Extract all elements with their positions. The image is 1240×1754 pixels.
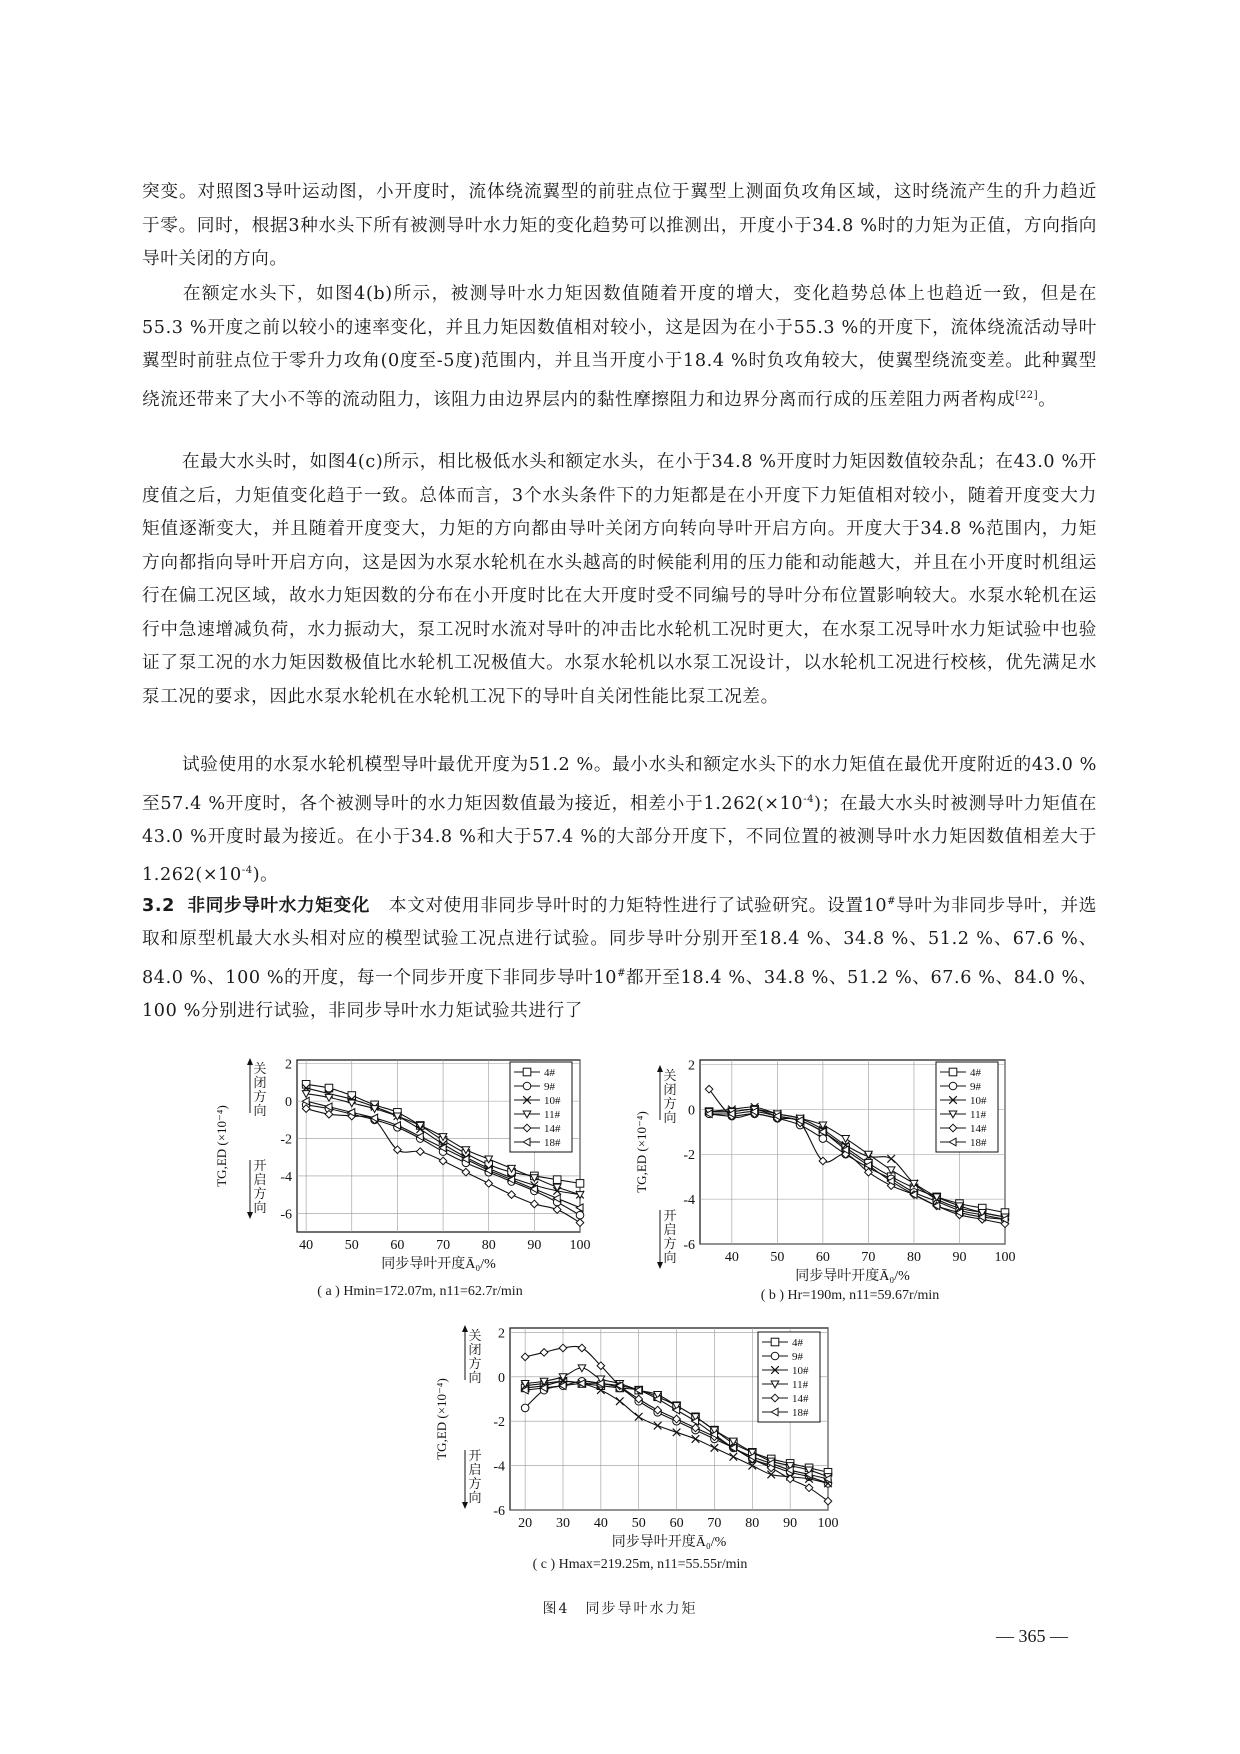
legend-box	[510, 1062, 572, 1152]
legend-box	[936, 1062, 998, 1152]
legend-label: 11#	[792, 1379, 809, 1391]
legend-label: 18#	[970, 1137, 987, 1149]
page-number: — 365 —	[996, 1626, 1068, 1646]
legend-label: 14#	[544, 1123, 561, 1135]
close-direction-label: 向	[663, 1110, 677, 1125]
x-tick-label: 50	[344, 1238, 359, 1253]
open-direction-label: 开	[663, 1208, 677, 1223]
data-point	[576, 1180, 584, 1188]
close-arrow-head	[462, 1325, 468, 1332]
x-tick-label: 90	[527, 1238, 542, 1253]
legend-label: 11#	[970, 1109, 987, 1121]
legend-marker	[949, 1068, 957, 1076]
close-direction-label: 闭	[663, 1082, 677, 1097]
exponent-2: -4	[241, 865, 253, 877]
x-tick-label: 40	[724, 1250, 739, 1265]
close-direction-label: 关	[663, 1068, 677, 1083]
y-tick-label: -6	[683, 1238, 695, 1253]
close-arrow-head	[657, 1065, 663, 1072]
y-tick-label: 2	[498, 1326, 505, 1342]
open-direction-label: 启	[663, 1222, 677, 1237]
legend-label: 9#	[544, 1081, 555, 1093]
paragraph-5-text-b: 导叶为非同步导叶，并选取和原型机最大水头相对应的模型试验工况点进行试验。同步导叶分别开至18.4 %、34.8 %、51.2 %、67.6 %、84.0 %、100 %的开度，每一个同步开度下非同步导叶10	[142, 895, 1097, 988]
open-direction-label: 方	[468, 1476, 482, 1491]
x-tick-label: 60	[669, 1516, 684, 1531]
data-point	[553, 1176, 561, 1184]
y-tick-label: -2	[280, 1132, 292, 1148]
open-direction-label: 方	[253, 1186, 267, 1201]
close-direction-label: 闭	[468, 1342, 482, 1357]
x-tick-label: 80	[906, 1250, 921, 1265]
close-arrow-head	[247, 1058, 253, 1065]
x-tick-label: 80	[745, 1516, 760, 1531]
x-tick-label: 100	[994, 1250, 1016, 1265]
data-point	[576, 1211, 584, 1219]
legend-label: 18#	[544, 1137, 561, 1149]
legend-marker	[771, 1352, 779, 1360]
caption-b: ( b ) Hr=190m, n11=59.67r/min	[760, 1288, 940, 1303]
paragraph-2-end: 。	[1038, 389, 1057, 410]
data-point	[302, 1081, 310, 1089]
close-direction-label: 关	[253, 1061, 267, 1076]
paragraph-5	[142, 885, 1097, 1029]
open-direction-label: 向	[663, 1250, 677, 1265]
y-tick-label: 0	[688, 1103, 695, 1119]
paragraph-1: 突变。对照图3导叶运动图，小开度时，流体绕流翼型的前驻点位于翼型上测面负攻角区域，这时绕流产生的升力趋近于零。同时，根据3种水头下所有被测导叶水力矩的变化趋势可以推测出，开度小于34.8 %时的力矩为正值，方向指向导叶关闭的方向。	[142, 182, 1097, 269]
legend-label: 18#	[792, 1407, 809, 1419]
open-direction-label: 启	[253, 1172, 267, 1187]
open-arrow-head	[657, 1262, 663, 1269]
superscript-1: #	[887, 896, 897, 907]
y-tick-label: -4	[280, 1169, 292, 1185]
x-tick-label: 30	[556, 1516, 570, 1531]
y-axis-label: TG,ED (×10⁻⁴)	[634, 1111, 649, 1193]
close-direction-label: 方	[468, 1356, 482, 1371]
paragraph-4-text-b: )；在最大水头时被测导叶力矩值在43.0 %开度时最为接近。在小于34.8 %和大于57.4 %的大部分开度下，不同位置的被测导叶水力矩因数值相差大于1.262(×10	[142, 793, 1098, 886]
legend-label: 14#	[970, 1123, 987, 1135]
y-tick-label: -6	[493, 1504, 505, 1519]
section-number: 3.2	[142, 895, 175, 916]
y-tick-label: 0	[285, 1095, 292, 1111]
y-axis-label: TG,ED (×10⁻⁴)	[214, 1105, 229, 1187]
legend-label: 10#	[970, 1095, 987, 1107]
x-tick-label: 90	[783, 1516, 798, 1531]
legend-label: 11#	[544, 1109, 561, 1121]
legend-box	[758, 1332, 820, 1422]
open-direction-label: 启	[468, 1462, 482, 1477]
legend-label: 10#	[544, 1095, 561, 1107]
paragraph-5-text-c: 都开至18.4 %、34.8 %、51.2 %、67.6 %、84.0 %、100 %分别进行试验，非同步导叶水力矩试验共进行了	[142, 967, 1098, 1022]
x-tick-label: 70	[707, 1516, 722, 1531]
open-direction-label: 方	[663, 1236, 677, 1251]
x-tick-label: 40	[299, 1238, 314, 1253]
data-point	[521, 1404, 529, 1412]
y-tick-label: -6	[280, 1207, 292, 1223]
y-tick-label: 2	[688, 1058, 695, 1074]
paragraph-5-text-a: 本文对使用非同步导叶时的力矩特性进行了试验研究。设置10	[388, 895, 888, 916]
y-axis-label: TG,ED (×10⁻⁴)	[434, 1378, 449, 1460]
paragraph-4	[142, 749, 1097, 893]
legend-label: 4#	[544, 1067, 555, 1079]
y-tick-label: -4	[493, 1459, 505, 1475]
y-tick-label: 2	[285, 1057, 292, 1073]
close-direction-label: 关	[468, 1328, 482, 1343]
open-direction-label: 开	[253, 1158, 267, 1173]
open-direction-label: 向	[468, 1490, 482, 1505]
paragraph-4-text-a: 试验使用的水泵水轮机模型导叶最优开度为51.2 %。最小水头和额定水头下的水力矩值在最优开度附近的43.0 %至57.4 %开度时，各个被测导叶的水力矩因数值最为接近，相差小于1.262(×10	[142, 755, 1097, 814]
caption-c: ( c ) Hmax=219.25m, n11=55.55r/min	[532, 1557, 748, 1572]
legend-marker	[523, 1082, 531, 1090]
paragraph-3-text: 在最大水头时，如图4(c)所示，相比极低水头和额定水头，在小于34.8 %开度时力矩因数值较杂乱；在43.0 %开度值之后，力矩值变化趋于一致。总体而言，3个水头条件下的力矩都是在小开度下力矩值相对较小，随着开度变大力矩值逐渐变大，并且随着开度变大，力矩的方向都由导叶关闭方向转向导叶开启方向。开度大于34.8 %范围内，力矩方向都指向导叶开启方向，这是因为水泵水轮机在水头越高的时候能利用的压力能和动能越大，并且在小开度时机组运行在偏工况区域，故水力矩因数的分布在小开度时比在大开度时受不同编号的导叶分布位置影响较大。水泵水轮机在运行中急速增减负荷，水力振动大，泵工况时水流对导叶的冲击比水轮机工况时更大，在水泵工况导叶水力矩试验中也验证了泵工况的水力矩因数极值比水轮机工况极值大。水泵水轮机以水泵工况设计，以水轮机工况进行校核，优先满足水泵工况的要求，因此水泵水轮机在水轮机工况下的导叶自关闭性能比泵工况差。	[142, 452, 1097, 707]
citation-22: [22]	[1015, 389, 1039, 401]
x-tick-label: 50	[631, 1516, 646, 1531]
legend-label: 9#	[792, 1351, 803, 1363]
y-tick-label: -2	[493, 1415, 505, 1431]
paragraph-3	[142, 446, 1097, 714]
open-direction-label: 开	[468, 1448, 482, 1463]
legend-marker	[771, 1338, 779, 1346]
open-arrow-head	[462, 1502, 468, 1509]
caption-a: ( a ) Hmin=172.07m, n11=62.7r/min	[317, 1284, 523, 1299]
x-tick-label: 70	[861, 1250, 876, 1265]
superscript-2: #	[617, 967, 627, 979]
x-tick-label: 70	[436, 1238, 451, 1253]
open-arrow-head	[247, 1212, 253, 1219]
x-tick-label: 60	[815, 1250, 830, 1265]
legend-label: 4#	[792, 1337, 803, 1349]
close-direction-label: 方	[663, 1096, 677, 1111]
y-tick-label: 0	[498, 1370, 505, 1386]
chart-a	[210, 1040, 630, 1300]
x-axis-label: 同步导叶开度Ā₀/%	[795, 1269, 910, 1284]
chart-c	[430, 1310, 850, 1570]
x-tick-label: 90	[952, 1250, 967, 1265]
legend-label: 14#	[792, 1393, 809, 1405]
legend-marker	[523, 1068, 531, 1076]
chart-b	[630, 1040, 1050, 1300]
paragraph-2-text: 在额定水头下，如图4(b)所示，被测导叶水力矩因数值随着开度的增大，变化趋势总体上也趋近一致，但是在55.3 %开度之前以较小的速率变化，并且力矩因数值相对较小，这是因为在小于55.3 %的开度下，流体绕流活动导叶翼型时前驻点位于零升力攻角(0度至-5度)范围内，并且当开度小于18.4 %时负攻角较大，使翼型绕流变差。此种翼型绕流还带来了大小不等的流动阻力，该阻力由边界层内的黏性摩擦阻力和边界分离而行成的压差阻力两者构成	[142, 284, 1097, 410]
close-direction-label: 向	[468, 1370, 482, 1385]
x-tick-label: 50	[770, 1250, 785, 1265]
x-tick-label: 100	[569, 1238, 591, 1253]
paragraph-2	[142, 278, 1097, 417]
y-tick-label: -2	[683, 1148, 695, 1164]
legend-label: 9#	[970, 1081, 981, 1093]
section-title: 非同步导叶水力矩变化	[187, 895, 371, 916]
legend-marker	[949, 1082, 957, 1090]
close-direction-label: 闭	[253, 1075, 267, 1090]
open-direction-label: 向	[253, 1200, 267, 1215]
x-axis-label: 同步导叶开度Ā₀/%	[611, 1535, 727, 1550]
legend-label: 4#	[970, 1067, 981, 1079]
x-tick-label: 40	[593, 1516, 608, 1531]
x-tick-label: 20	[518, 1516, 533, 1531]
figure-caption: 图4 同步导叶水力矩	[542, 1601, 698, 1617]
exponent-1: -4	[803, 793, 815, 805]
close-direction-label: 方	[253, 1089, 267, 1104]
x-tick-label: 100	[817, 1516, 839, 1531]
legend-label: 10#	[792, 1365, 809, 1377]
x-axis-label: 同步导叶开度Ā₀/%	[381, 1257, 496, 1272]
paragraph-4-text-c: )。	[252, 865, 279, 886]
x-tick-label: 60	[390, 1238, 405, 1253]
x-tick-label: 80	[481, 1238, 496, 1253]
y-tick-label: -4	[683, 1193, 695, 1209]
close-direction-label: 向	[253, 1103, 267, 1118]
